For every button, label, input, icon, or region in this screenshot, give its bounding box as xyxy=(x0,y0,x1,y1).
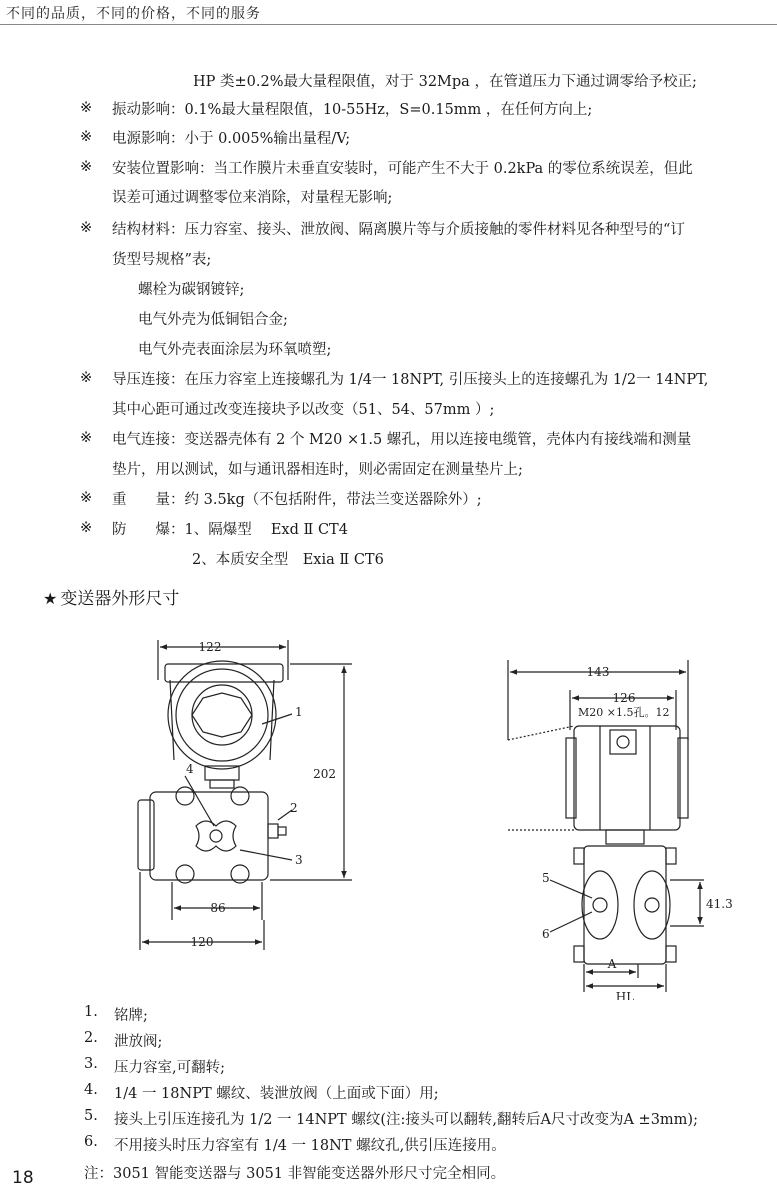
spec-electrical-line-2: 垫片，用以测试，如与通讯器相连时，则必需固定在测量垫片上; xyxy=(112,462,523,478)
callout-1: 1 xyxy=(295,705,303,719)
callout-5: 5 xyxy=(542,871,550,885)
spec-explosion-line-2: 2、本质安全型 Exia Ⅱ CT6 xyxy=(192,552,384,568)
spec-mount-line-1: 安装位置影响：当工作膜片未垂直安装时，可能产生不大于 0.2kPa 的零位系统误差，但此 xyxy=(112,161,693,177)
callout-2: 2 xyxy=(290,801,298,815)
dim-side-width-outer: 143 xyxy=(586,665,610,679)
header-title: 不同的品质，不同的价格，不同的服务 xyxy=(6,6,261,22)
spec-mount-line-2: 误差可通过调整零位来消除，对量程无影响; xyxy=(112,190,393,206)
page-number: 18 xyxy=(12,1168,34,1188)
spec-marker: ※ xyxy=(80,129,93,145)
front-view xyxy=(138,640,352,950)
spec-explosion-line-1: 防 爆：1、隔爆型 Exd Ⅱ CT4 xyxy=(112,522,348,538)
spec-pressure-line-1: 导压连接：在压力容室上连接螺孔为 1/4一 18NPT, 引压接头上的连接螺孔为 1/2一 14NPT, xyxy=(112,372,709,388)
spec-coating: 电气外壳表面涂层为环氧喷塑; xyxy=(138,342,332,358)
page-header xyxy=(0,0,777,26)
star-icon: ★ xyxy=(43,589,58,608)
spec-marker: ※ xyxy=(80,370,93,386)
spec-housing: 电气外壳为低铜铝合金; xyxy=(138,312,288,328)
dim-width-mid: 86 xyxy=(210,901,226,915)
spec-marker: ※ xyxy=(80,100,93,116)
spec-material-line-1: 结构材料：压力容室、接头、泄放阀、隔离膜片等与介质接触的零件材料见各种型号的“订 xyxy=(112,222,685,238)
spec-electrical-line-1: 电气连接：变送器壳体有 2 个 M20 ×1.5 螺孔，用以连接电缆管，壳体内有接线端和测量 xyxy=(112,432,692,448)
spec-marker: ※ xyxy=(80,490,93,506)
spec-material-line-2: 货型号规格”表; xyxy=(112,252,212,268)
dim-a: A xyxy=(607,957,617,971)
spec-marker: ※ xyxy=(80,520,93,536)
header-rule xyxy=(0,24,777,25)
spec-hp-line: HP 类±0.2%最大量程限值，对于 32Mpa ，在管道压力下通过调零给予校正; xyxy=(193,74,697,90)
dim-width-top: 122 xyxy=(198,640,222,654)
spec-power: 电源影响：小于 0.005%输出量程/V; xyxy=(112,131,351,147)
spec-bolt: 螺栓为碳钢镀锌; xyxy=(138,282,245,298)
callout-6: 6 xyxy=(542,927,550,941)
spec-weight: 重 量：约 3.5kg（不包括附件，带法兰变送器除外）; xyxy=(112,492,482,508)
spec-marker: ※ xyxy=(80,159,93,175)
callout-3: 3 xyxy=(295,853,303,867)
dim-side-width-inner: 126 xyxy=(612,691,636,705)
section-title-text: 变送器外形尺寸 xyxy=(60,589,180,609)
dimension-drawing xyxy=(0,620,777,1000)
spec-marker: ※ xyxy=(80,430,93,446)
spec-vibration: 振动影响：0.1%最大量程限值，10-55Hz，S=0.15mm ，在任何方向上; xyxy=(112,102,593,118)
section-title xyxy=(43,584,179,609)
dim-width-bottom: 120 xyxy=(190,935,214,949)
dim-hl: HL xyxy=(615,990,635,1000)
spec-pressure-line-2: 其中心距可通过改变连接块予以改变（51、54、57mm ）; xyxy=(112,402,495,418)
dim-height: 202 xyxy=(313,767,336,781)
callout-4: 4 xyxy=(186,762,194,776)
dim-offset: 41.3 xyxy=(706,897,733,911)
spec-marker: ※ xyxy=(80,220,93,236)
footnote: 注：3051 智能变送器与 3051 非智能变送器外形尺寸完全相同。 xyxy=(84,1166,506,1182)
dim-thread-spec: M20 ×1.5孔。12 xyxy=(578,706,670,719)
